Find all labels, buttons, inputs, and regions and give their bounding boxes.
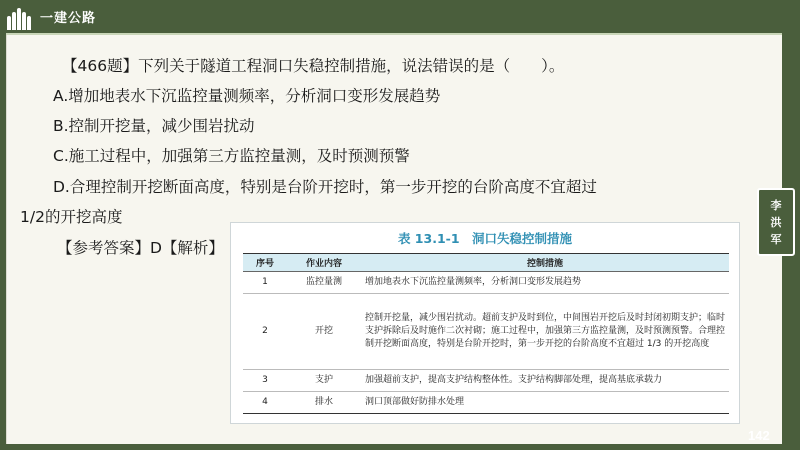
brand-title: 一建公路	[40, 11, 97, 26]
question-stem: 【466题】下列关于隧道工程洞口失稳控制措施，说法错误的是（ ）。	[62, 57, 565, 75]
control-measures-table	[243, 253, 729, 414]
author-char: 洪	[770, 215, 782, 229]
row-index: 3	[243, 370, 287, 392]
row-task: 监控量测	[287, 272, 361, 294]
option-d-line1: D.合理控制开挖断面高度，特别是台阶开挖时，第一步开挖的台阶高度不宜超过	[53, 178, 597, 196]
row-task: 排水	[287, 392, 361, 414]
table-row	[243, 370, 729, 392]
row-task: 支护	[287, 370, 361, 392]
bottom-border	[0, 444, 800, 450]
option-d-line2: 1/2的开挖高度	[20, 208, 123, 226]
row-measures: 洞口顶部做好防排水处理	[361, 392, 729, 414]
table-row	[243, 272, 729, 294]
author-char: 军	[770, 232, 782, 246]
author-tab	[757, 188, 795, 256]
option-b: B.控制开挖量，减少围岩扰动	[53, 117, 255, 135]
author-char: 李	[770, 198, 782, 212]
row-index: 2	[243, 294, 287, 370]
row-index: 4	[243, 392, 287, 414]
row-measures: 控制开挖量，减少围岩扰动。超前支护及时到位，中间围岩开挖后及时封闭初期支护；临时支护拆除后及时施作二次衬砌；施工过程中，加强第三方监控量测，及时预测预警。合理控制开挖断面高度，特别是台阶开挖时，第一步开挖的台阶高度不宜超过 1/3 的开挖高度	[361, 294, 729, 370]
top-bar	[0, 0, 800, 33]
header-index: 序号	[243, 254, 287, 272]
option-a: A.增加地表水下沉监控量测频率，分析洞口变形发展趋势	[53, 87, 441, 105]
row-measures: 加强超前支护，提高支护结构整体性。支护结构脚部处理，提高基底承载力	[361, 370, 729, 392]
table-row	[243, 392, 729, 414]
row-measures: 增加地表水下沉监控量测频率，分析洞口变形发展趋势	[361, 272, 729, 294]
reference-table-image	[230, 222, 740, 424]
table-row	[243, 294, 729, 370]
row-task: 开挖	[287, 294, 361, 370]
answer-label: 【参考答案】D【解析】	[57, 239, 224, 257]
header-task: 作业内容	[287, 254, 361, 272]
option-c: C.施工过程中，加强第三方监控量测，及时预测预警	[53, 147, 410, 165]
people-logo-icon	[6, 4, 32, 30]
table-title: 表 13.1-1 洞口失稳控制措施	[397, 231, 573, 246]
page-number: 142	[748, 428, 770, 443]
header-measures: 控制措施	[361, 254, 729, 272]
row-index: 1	[243, 272, 287, 294]
table-header-row	[243, 254, 729, 272]
